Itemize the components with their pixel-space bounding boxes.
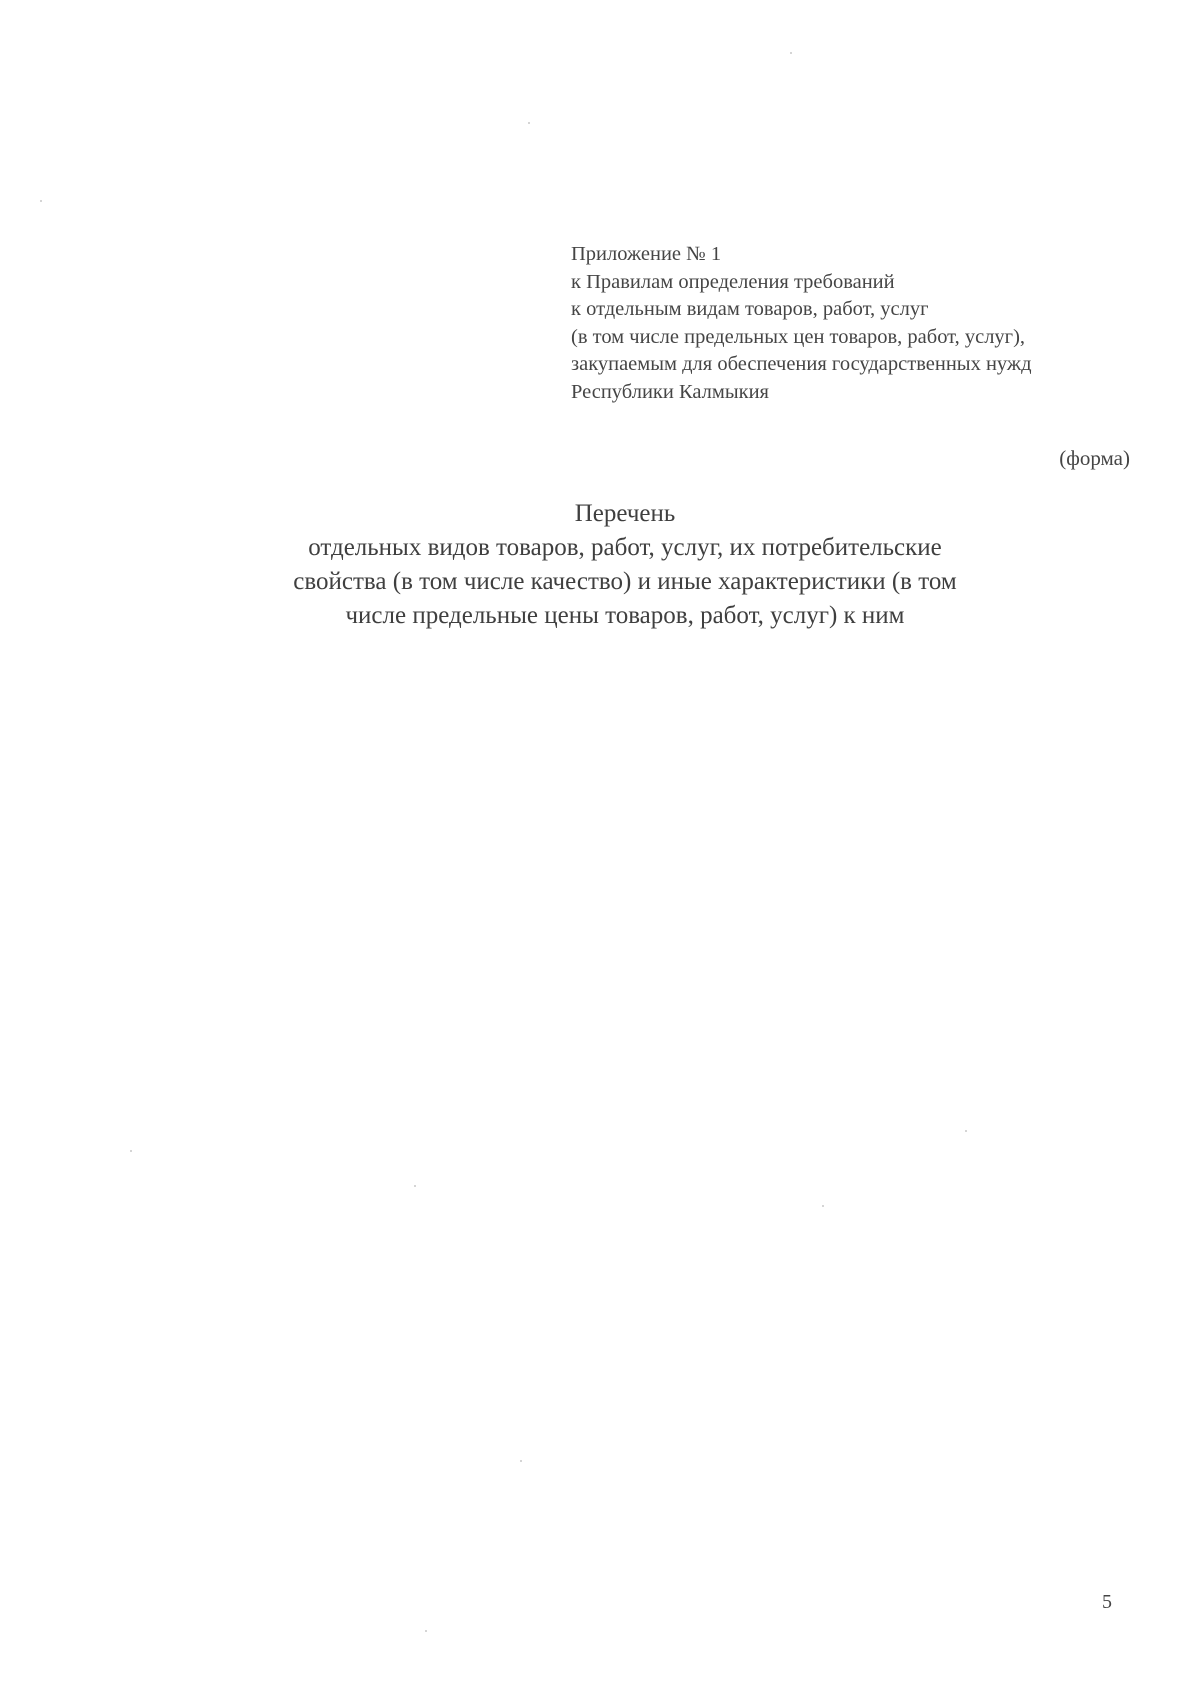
- form-label: (форма): [1059, 446, 1130, 470]
- appendix-line: закупаемым для обеспечения государственных нужд: [571, 353, 1032, 376]
- scan-speck: [425, 1630, 427, 1632]
- appendix-line: (в том числе предельных цен товаров, работ, услуг),: [571, 325, 1026, 348]
- appendix-line: к Правилам определения требований: [571, 270, 895, 293]
- appendix-line: к отдельным видам товаров, работ, услуг: [571, 298, 929, 321]
- scan-speck: [130, 1150, 132, 1152]
- scan-speck: [822, 1205, 824, 1207]
- scan-speck: [790, 52, 792, 54]
- title-line: отдельных видов товаров, работ, услуг, их потребительские: [308, 534, 942, 561]
- title-line: свойства (в том числе качество) и иные характеристики (в том: [293, 568, 957, 595]
- scan-speck: [965, 1130, 967, 1132]
- document-title: [200, 497, 1050, 633]
- scan-speck: [414, 1185, 416, 1187]
- title-heading: Перечень: [574, 500, 676, 527]
- scan-speck: [40, 200, 42, 202]
- page-number: 5: [1102, 1591, 1112, 1613]
- appendix-header: [571, 241, 1131, 407]
- title-line: числе предельные цены товаров, работ, услуг) к ним: [345, 602, 905, 629]
- appendix-line: Республики Калмыкия: [571, 380, 769, 403]
- appendix-line: Приложение № 1: [571, 243, 722, 265]
- scan-speck: [520, 1460, 522, 1462]
- scan-speck: [528, 122, 530, 124]
